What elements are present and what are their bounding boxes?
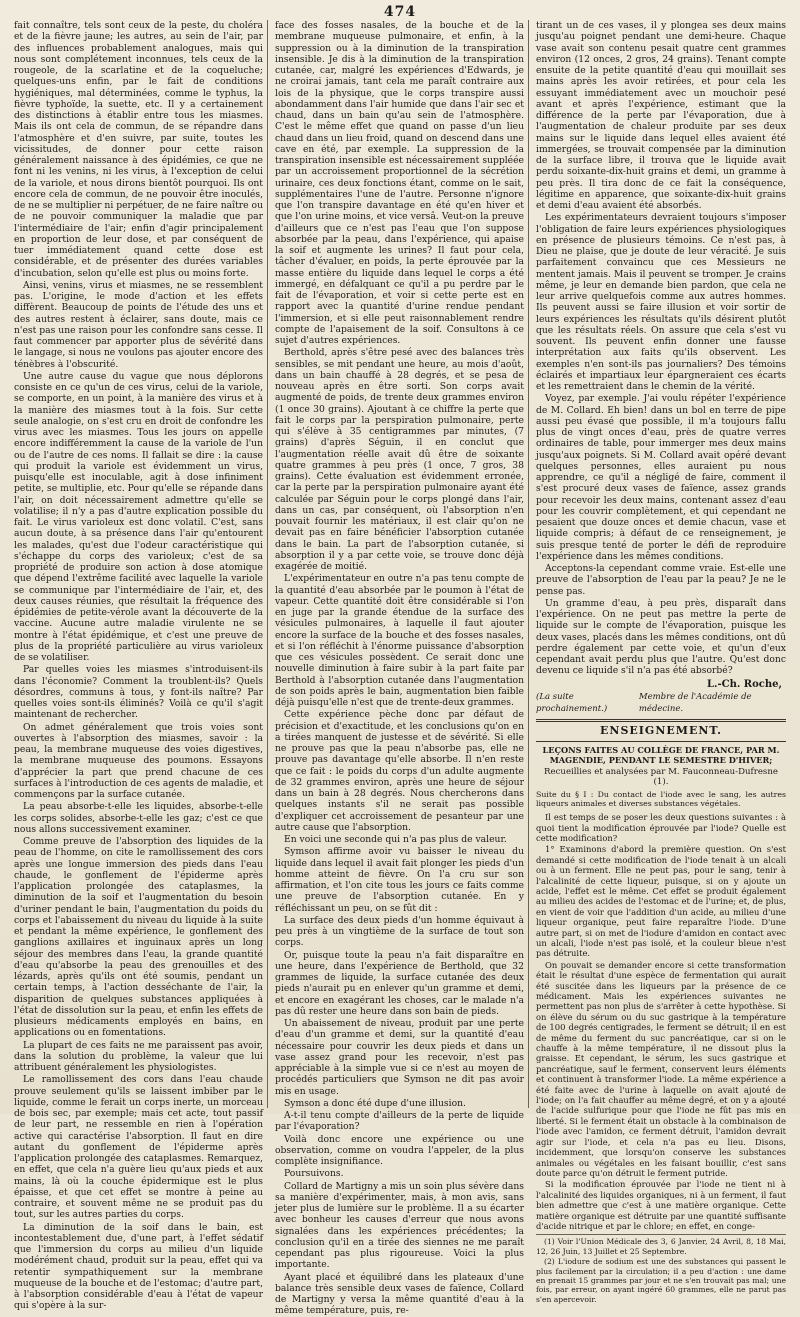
col2-paragraph: Ayant placé et équilibré dans les plateaux d'une balance très sensible deux vases de faïence, Collard de Martigny y versa la même quantité d'eau à la même température, puis, re- (275, 1271, 524, 1317)
col3-lecture-paragraph: 1° Examinons d'abord la première question. On s'est demandé si cette modification de l'iode tenait à un alcali ou à un ferment. Elle ne peut pas, pour le sang, tenir à l'alcalinité de cette liqueur, puisque, si on y ajoute un acide, l'effet est le même. Cet effet se produit également au milieu des acides de l'estomac et de l'urine; et, de plus, en vient de voir que l'addition d'un acide, au milieu d'une liqueur organique, peut faire reparaître l'iode. D'une autre part, si on met de l'iodure d'amidon en contact avec un alcali, l'iode n'est pas isolé, et la couleur bleue n'est pas détruite. (536, 844, 786, 959)
col1-paragraph: Ainsi, venins, virus et miasmes, ne se ressemblent pas. L'origine, le mode d'action et les effets diffèrent. Beaucoup de points de l'étude des uns et des autres restent à éclairer, sans doute, mais ce n'est pas une raison pour les confondre sans cesse. Il faut commencer par apporter plus de sévérité dans le langage, si nous ne voulons pas ajouter encore des ténèbres à l'obscurité. (14, 279, 263, 370)
col1-paragraph: La peau absorbe-t-elle les liquides, absorbe-t-elle les corps solides, absorbe-t-elle les gaz; c'est ce que nous allons successivement examiner. (14, 801, 263, 835)
column-1 (10, 20, 268, 1312)
col2-paragraph: L'expérimentateur en outre n'a pas tenu compte de la quantité d'eau absorbée par le poumon à l'état de vapeur. Cette quantité doit être considérable si l'on en juge par la grande étendue de la surface des vésicules pulmonaires, à laquelle il faut ajouter encore la surface de la bouche et des fosses nasales, et si l'on réfléchit à l'énorme puissance d'absorption que ces vésicules possèdent. Ce serait donc une nouvelle diminution à faire subir à la part faite par Berthold à l'absorption cutanée dans l'augmentation de son poids après le bain, augmentation bien faible déjà puisqu'elle n'est que de trente-deux grammes. (275, 573, 525, 708)
col3-lecture-paragraph: Si la modification éprouvée par l'iode ne tient ni à l'alcalinité des liquides organiques, ni à un ferment, il faut bien admettre que c'est à une matière organique. Cette matière organique est détruite par une quantité suffisante d'acide nitrique et par le chlore; en effet, en conge- (536, 1179, 786, 1231)
col2-paragraph: Poursuivons. (284, 1168, 344, 1180)
col1-paragraph: La diminution de la soif dans le bain, est incontestablement due, d'une part, à l'effet sédatif que l'immersion du corps au milieu d'un liquide modérément chaud, produit sur la peau, effet qui va retentir sympathiquement sur la membrane muqueuse de la bouche et de l'estomac; d'autre part, à l'absorption considérable d'eau à l'état de vapeur qui s'opère à la sur- (14, 1221, 263, 1312)
column-2 (271, 20, 529, 1317)
signature-row (536, 691, 786, 715)
col2-paragraph: Berthold, après s'être pesé avec des balances très sensibles, se mit pendant une heure, au mois d'août, dans un bain chauffé à 28 degrés, et se pesa de nouveau après en être sorti. Son corps avait augmenté de poids, de trente deux grammes environ (1 once 30 grains). Ajoutant à ce chiffre la perte que fait le corps par la perspiration pulmonaire, perte qui s'élève à 35 centigrammes par minutes, (7 grains) d'après Séguin, il en conclut que l'augmentation réelle avait dû être de soixante quatre grammes à peu près (1 once, 7 gros, 38 grains). Cette évaluation est évidemment erronée, car la perte par la perspiration pulmonaire ayant été calculée par Séguin pour le corps plongé dans l'air, dans un cas, par conséquent, où l'absorption n'en pouvait fournir les matériaux, il est clair qu'on ne devait pas en faire bénéficier l'absorption cutanée dans le bain. La part de l'absorption cutanée, si absorption il y a par cette voie, se trouve donc déjà exagérée de moitié. (275, 347, 524, 572)
footnote: (2) L'iodure de sodium est une des substances qui passent le plus facilement par la circulation; il a peu d'action : une dame en prenait 15 grammes par jour et ne s'en trouvait pas mal; une fois, par erreur, on ayant ingéré 60 grammes, elle ne parut pas s'en apercevoir. (536, 1257, 786, 1304)
lecture-body (536, 812, 786, 1231)
section-header: ENSEIGNEMENT. (600, 723, 722, 737)
col1-paragraph: La plupart de ces faits ne me paraissent pas avoir, dans la solution du problème, la valeur que lui attribuent généralement les physiologistes. (14, 1039, 263, 1073)
col2-paragraph: Un abaissement de niveau, produit par une perte d'eau d'un gramme et demi, sur la quantité d'eau nécessaire pour couvrir les deux pieds et dans un vase assez grand pour les recevoir, n'est pas appréciable à la simple vue si ce n'est au moyen de procédés particuliers que Symson ne dit pas avoir mis en usage. (275, 1018, 524, 1097)
col3-paragraph: Voyez, par exemple. J'ai voulu répéter l'expérience de M. Collard. Eh bien! dans un bol en terre de pipe aussi peu évasé que possible, il m'a toujours fallu plus de vingt onces d'eau, près de quatre verres ordinaires de table, pour immerger mes deux mains jusqu'aux poignets. Si M. Collard avait opéré devant quelques personnes, elles auraient pu nous apprendre, ce qu'il a négligé de faire, comment il s'est procuré deux vases de faïence, assez grands pour recevoir les deux mains, contenant assez d'eau pour les couvrir complètement, et qui cependant ne pesaient que douze onces et demie chacun, vase et liquide compris; à défaut de ce renseignement, je suis presque tenté de porter le défi de reproduire l'expérience dans les mêmes conditions. (536, 393, 786, 562)
continuation-note: Suite du § I : Du contact de l'iode avec le sang, les autres liqueurs animales et diverses substances végétales. (536, 789, 786, 809)
section-divider (536, 741, 786, 742)
footnote: (1) Voir l'Union Médicale des 3, 6 Janvier, 24 Avril, 8, 18 Mai, 12, 26 Juin, 13 Juillet et 25 Septembre. (536, 1237, 786, 1256)
author-signature: L.-Ch. Roche, (706, 678, 782, 690)
col3-paragraph: tirant un de ces vases, il y plongea ses deux mains jusqu'au poignet pendant une demi-heure. Chaque vase avait son contenu pesait quatre cent grammes environ (12 onces, 2 gros, 24 grains). Tenant compte ensuite de la petite quantité d'eau qui mouillait ses mains après les avoir retirées, et pour cela les essuyant immédiatement avec un mouchoir pesé avant et après l'expérience, estimant que la différence de la perte par l'évaporation, due à l'augmentation de chaleur produite par ses deux mains sur le liquide dans lequel elles avaient été immergées, se trouvait compensée par la diminution de la surface libre, il trouva que le liquide avait perdu soixante-dix-huit grains et demi, un gramme à peu près. Il tira donc de ce fait la conséquence, légitime en apparence, que soixante-dix-huit grains et demi d'eau avaient été absorbés. (536, 20, 786, 211)
col3-paragraph: Acceptons-la cependant comme vraie. Est-elle une preuve de l'absorption de l'eau par la peau? Je ne le pense pas. (536, 563, 786, 597)
col3-paragraph: Un gramme d'eau, à peu près, disparaît dans l'expérience. On ne peut pas mettre la perte de liquide sur le compte de l'évaporation, puisque les deux vases, placés dans les mêmes conditions, ont dû perdre également par cette voie, et qu'un d'eux cependant avait perdu plus que l'autre. Qu'est donc devenu ce liquide s'il n'a pas été absorbé? (536, 597, 786, 677)
col2-paragraph: Collard de Martigny a mis un soin plus sévère dans sa manière d'expérimenter, mais, à mon avis, sans jeter plus de lumière sur le problème. Il a su écarter avec bonheur les causes d'erreur que nous avons signalées dans les expériences précédentes; la conclusion qu'il en a tirée des siennes ne me paraît cependant pas plus rigoureuse. Voici la plus importante. (275, 1180, 524, 1271)
columns (10, 20, 790, 1317)
col2-paragraph: En voici une seconde qui n'a pas plus de valeur. (284, 834, 507, 845)
col1-paragraph: Une autre cause du vague que nous déplorons consiste en ce qu'un de ces virus, celui de la variole, se comporte, en un point, à la manière des virus et à la manière des miasmes tout à la fois. Sur cette seule analogie, on s'est cru en droit de confondre les virus avec les miasmes. Tous les jours on appelle encore indifféremment la cause de la variole de l'un ou de l'autre de ces noms. Il fallait se dire : la cause qui produit la variole est évidemment un virus, puisqu'elle est inoculable, agit à dose infiniment petite, se multiplie, etc. Pour qu'elle se répande dans l'air, on doit nécessairement admettre qu'elle se volatilise; il n'y a pas d'autre explication possible du fait. Le virus varioleux est donc volatil. C'est, sans aucun doute, à sa présence dans l'air qu'entourent les malades, qu'est due l'odeur caractéristique qui s'échappe du corps des varioleux; c'est de sa propriété de produire son action à dose atomique que dépend l'extrême facilité avec laquelle la variole se communique par l'intermédiaire de l'air, et, des deux causes réunies, que résultait la fréquence des épidémies de petite-vérole avant la découverte de la vaccine. Aucune autre maladie virulente ne se montre à l'état épidémique, et c'est une preuve de plus de la propriété particulière au virus varioleux de se volatiliser. (14, 370, 263, 663)
col1-paragraph: On admet généralement que trois voies sont ouvertes à l'absorption des miasmes, savoir : la peau, la membrane muqueuse des voies digestives, la membrane muqueuse des poumons. Essayons d'apprécier la part que prend chacune de ces surfaces à l'introduction de ces agents de maladie, et commençons par la surface cutanée. (14, 721, 263, 800)
col2-paragraph: face des fosses nasales, de la bouche et de la membrane muqueuse pulmonaire, et enfin, à la suppression ou à la diminution de la transpiration insensible. Je dis à la diminution de la transpiration cutanée, car, malgré les expériences d'Edwards, je ne croirai jamais, tant cela me paraît contraire aux lois de la physique, que le corps transpire aussi abondamment dans l'air humide que dans l'air sec et chaud, dans un bain qu'au sein de l'atmosphère. C'est le même effet que quand on passe d'un lieu chaud dans un lieu froid, quand on descend dans une cave en été, par exemple. La suppression de la transpiration insensible est nécessairement suppléée par un accroissement proportionnel de la sécrétion urinaire, ces deux fonctions étant, comme on le sait, supplémentaires l'une de l'autre. Personne n'ignore que l'on transpire davantage en été qu'en hiver et que l'on urine moins, et vice versâ. Veut-on la preuve d'ailleurs que ce n'est pas l'eau que l'on suppose absorbée par la peau, dans l'expérience, qui apaise la soif et augmente les urines? Il faut pour cela, tâcher d'évaluer, en poids, la perte éprouvée par la masse entière du liquide dans lequel le corps a été immergé, en défalquant ce qu'il a pu perdre par le fait de l'évaporation, et voir si cette perte est en rapport avec la quantité d'urine rendue pendant l'immersion, et si elle peut raisonnablement rendre compte de l'apaisement de la soif. Consultons à ce sujet d'autres expériences. (275, 20, 524, 346)
footnotes (536, 1234, 786, 1304)
col1-paragraph: Le ramollissement des cors dans l'eau chaude prouve seulement qu'ils se laissent imbiber par le liquide, comme le ferait un corps inerte, un morceau de bois sec, par exemple; mais cet acte, tout passif de leur part, ne ressemble en rien à l'opération active qui caractérise l'absorption. Il faut en dire autant du gonflement de l'épiderme après l'application prolongée des cataplasmes. Remarquez, en effet, que cela n'a guère lieu qu'aux pieds et aux mains, là où la couche épidermique est le plus épaisse, et que cet effet se montre à peine au contraire, et souvent même ne se produit pas du tout, sur les autres parties du corps. (14, 1074, 263, 1221)
col1-paragraph: Comme preuve de l'absorption des liquides de la peau de l'homme, on cite le ramollissement des cors après une longue immersion des pieds dans l'eau chaude, le gonflement de l'épiderme après l'application prolongée des cataplasmes, la diminution de la soif et l'augmentation du besoin d'uriner pendant le bain, l'augmentation du poids du corps et l'abaissement du niveau du liquide à la suite et pendant la même expérience, le gonflement des ganglions axillaires et inguinaux après un long séjour des membres dans l'eau, la grande quantité d'eau qu'absorbe la peau des grenouilles et des lézards, après qu'ils ont été soumis, pendant un certain temps, à l'action desséchante de l'air, la disparition de quelques substances appliquées à l'état de dissolution sur la peau, et enfin les effets de plusieurs médicaments employés en bains, en applications ou en fomentations. (14, 836, 263, 1039)
col2-paragraph: Symson affirme avoir vu baisser le niveau du liquide dans lequel il avait fait plonger les pieds d'un homme atteint de fièvre. On l'a cru sur son affirmation, et l'on cite tous les jours ce faits comme une preuve de l'absorption cutanée. En y réfléchissant un peu, on se fût dit : (275, 846, 524, 914)
section-divider (536, 719, 786, 722)
col2-paragraph: Voilà donc encore une expérience ou une observation, comme on voudra l'appeler, de la plus complète insignifiance. (275, 1133, 524, 1167)
author-title: Membre de l'Académie de médecine. (638, 691, 752, 714)
lecture-subtitle: Recueillies et analysées par M. Fauconneau-Dufresne (1). (544, 766, 778, 787)
col3-lecture-paragraph: On pouvait se demander encore si cette transformation était le résultat d'une espèce de fermentation qui aurait été suscitée dans les liqueurs par la présence de ce médicament. Mais les expériences suivantes ne permettent pas non plus de s'arrêter à cette hypothèse. Si on élève du sérum ou du suc gastrique à la température de 100 degrés centigrades, le ferment se détruit; il en est de même du ferment du suc pancréatique, car si on le chauffe à la même température, il ne dissout plus la graisse. Et cependant, le sérum, les sucs gastrique et pancréatique, sauf le ferment, conservent leurs éléments et continuent à transformer l'iode. La même expérience a été faite avec de l'urine à laquelle on avait ajouté de l'iode; on l'a fait chauffer au même degré, et on y a ajouté de l'acide sulfurique pour que l'iode ne fût pas mis en liberté. Si le ferment était un obstacle à la combinaison de l'iode avec l'amidon, ce ferment détruit, l'amidon devrait agir sur l'iode, et cela n'a pas eu lieu. Disons, incidemment, que lorsqu'on conserve les substances animales ou végétales en les faisant bouillir, c'est sans doute parce qu'on détruit le ferment putride. (536, 959, 786, 1178)
col2-paragraph: Symson a donc été dupe d'une illusion. (284, 1097, 466, 1109)
column-3 (532, 20, 790, 1304)
lecture-title: LEÇONS FAITES AU COLLÈGE DE FRANCE, PAR M. MAGENDIE, PENDANT LE SEMESTRE D'HIVER; (542, 744, 780, 765)
col3-paragraph: Les expérimentateurs devraient toujours s'imposer l'obligation de faire leurs expériences physiologiques en présence de plusieurs témoins. Ce n'est pas, à Dieu ne plaise, que je doute de leur véracité. Je suis parfaitement convaincu que ces Messieurs ne mentent jamais. Mais il peuvent se tromper. Je crains même, je leur en demande bien pardon, que cela ne leur arrive quelquefois comme aux autres hommes. Ils peuvent aussi se faire illusion et voir sortir de leurs expériences les résultats qu'ils désirent plutôt que les résultats réels. On assure que cela s'est vu souvent. Ils peuvent enfin donner une fausse interprétation aux faits qu'ils observent. Les exemples n'en sont-ils pas journaliers? Des témoins éclairés et impartiaux leur épargneraient ces écarts et les remettraient dans le chemin de la vérité. (536, 212, 786, 392)
col3-lecture-paragraph: Il est temps de se poser les deux questions suivantes : à quoi tient la modification éprouvée par l'iode? Quelle est cette modification? (536, 812, 786, 843)
to-be-continued: (La suite prochainement.) (536, 691, 608, 714)
col1-paragraph: Par quelles voies les miasmes s'introduisent-ils dans l'économie? Comment la troublent-ils? Quels désordres, communs à tous, y font-ils naître? Par quelles voies sont-ils éliminés? Voilà ce qu'il s'agit maintenant de rechercher. (14, 664, 263, 721)
page-number: 474 (383, 4, 417, 20)
col2-paragraph: Cette expérience pèche donc par défaut de précision et d'exactitude, et les conclusions qu'on en a tirées manquent de justesse et de sévérité. Si elle ne prouve pas que la peau n'absorbe pas, elle ne prouve pas davantage qu'elle absorbe. Il n'en reste que ce fait : le poids du corps d'un adulte augmente de 32 grammes environ, après une heure de séjour dans un bain à 28 degrés. Nous chercherons dans quelques instants s'il ne serait pas possible d'expliquer cet accroissement de pesanteur par une autre cause que l'absorption. (275, 709, 524, 833)
col1-paragraph: fait connaître, tels sont ceux de la peste, du choléra et de la fièvre jaune; les autres, au sein de l'air, par des influences probablement analogues, mais qui nous sont complétement inconnues, tels ceux de la rougeole, de la scarlatine et de la coqueluche; quelques-uns enfin, par le fait de conditions hygiéniques, mal déterminées, comme le typhus, la fièvre typhoïde, la suette, etc. Il y a certainement des distinctions à établir entre tous les miasmes. Mais ils ont cela de commun, de se répandre dans l'atmosphère et d'en suivre, par suite, toutes les vicissitudes, de donner pour cette raison généralement naissance à des épidémies, ce que ne font ni les venins, ni les virus, à l'exception de celui de la variole, et nous dirons bientôt pourquoi. Ils ont encore cela de commun, de ne pouvoir être inoculés, de ne se multiplier ni perpétuer, de ne faire naître ou de ne pouvoir communiquer la maladie que par l'intermédiaire de l'air; enfin d'agir principalement en proportion de leur dose, et par conséquent de tuer immédiatement quand cette dose est considérable, et de présenter des durées variables d'incubation, selon qu'elle est plus ou moins forte. (14, 20, 263, 279)
col2-paragraph: La surface des deux pieds d'un homme équivaut à peu près à un vingtième de la surface de tout son corps. (275, 914, 524, 949)
col2-paragraph: Or, puisque toute la peau n'a fait disparaître en une heure, dans l'expérience de Berthold, que 32 grammes de liquide, la surface cutanée des deux pieds n'aurait pu en enlever qu'un gramme et demi, et encore en exagérant les choses, car le malade n'a pas dû rester une heure dans son bain de pieds. (275, 949, 524, 1017)
col2-paragraph: A-t-il tenu compte d'ailleurs de la perte de liquide par l'évaporation? (275, 1110, 524, 1133)
